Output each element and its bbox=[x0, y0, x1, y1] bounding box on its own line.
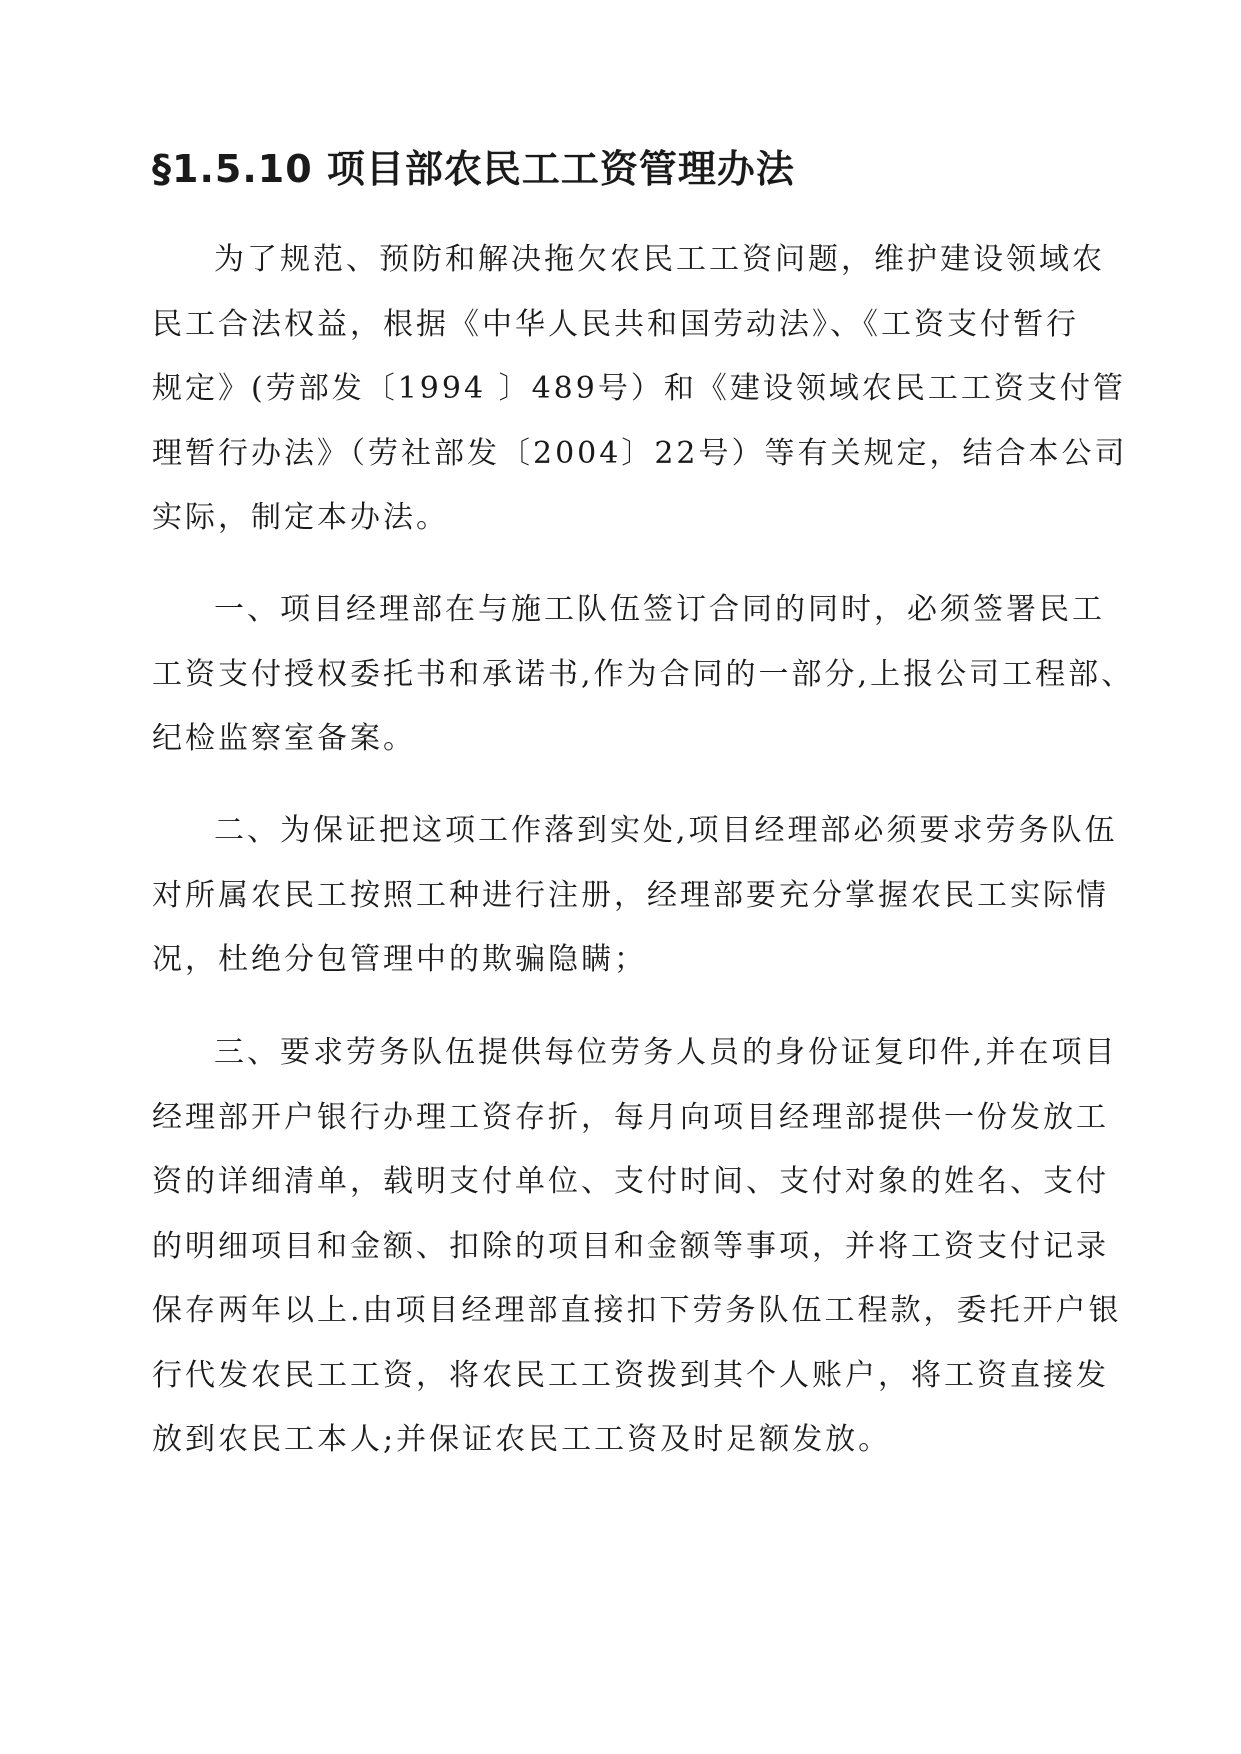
text-line: 对所属农民工按照工种进行注册，经理部要充分掌握农民工实际情 bbox=[152, 877, 1109, 913]
text-line: 行代发农民工工资，将农民工工资拨到其个人账户，将工资直接发 bbox=[152, 1357, 1109, 1393]
text-line: 为了规范、预防和解决拖欠农民工工资问题，维护建设领域农 bbox=[214, 242, 1105, 277]
text-line: 况，杜绝分包管理中的欺骗隐瞒； bbox=[152, 942, 647, 977]
text-line: 二、为保证把这项工作落到实处,项目经理部必须要求劳务队伍 bbox=[214, 813, 1118, 848]
text-line: 经理部开户银行办理工资存折，每月向项目经理部提供一份发放工 bbox=[152, 1099, 1109, 1135]
text-line: 纪检监察室备案。 bbox=[152, 721, 416, 756]
text-line: 放到农民工本人;并保证农民工工资及时足额发放。 bbox=[152, 1422, 892, 1457]
paragraph-clause-1 bbox=[152, 578, 1135, 772]
text-line: 民工合法权益，根据《中华人民共和国劳动法》、《工资支付暂行 bbox=[152, 306, 1079, 342]
text-line: 工资支付授权委托书和承诺书,作为合同的一部分,上报公司工程部、 bbox=[152, 656, 1135, 692]
text-line: 一、项目经理部在与施工队伍签订合同的同时，必须签署民工 bbox=[214, 592, 1105, 627]
text-line: 规定》(劳部发〔1994 〕489号）和《建设领域农民工工资支付管 bbox=[152, 371, 1126, 406]
text-line: 的明细项目和金额、扣除的项目和金额等事项，并将工资支付记录 bbox=[152, 1228, 1109, 1264]
text-line: 实际，制定本办法。 bbox=[152, 500, 449, 535]
paragraph-preamble bbox=[152, 228, 1128, 551]
text-line: 理暂行办法》（劳社部发〔2004〕22号）等有关规定，结合本公司 bbox=[152, 435, 1128, 471]
text-line: 保存两年以上.由项目经理部直接扣下劳务队伍工程款，委托开户银 bbox=[152, 1293, 1122, 1328]
text-line: 三、要求劳务队伍提供每位劳务人员的身份证复印件,并在项目 bbox=[214, 1035, 1118, 1070]
paragraph-clause-3 bbox=[152, 1021, 1122, 1473]
document-title: §1.5.10 项目部农民工工资管理办法 bbox=[152, 147, 795, 191]
paragraph-clause-2 bbox=[152, 799, 1118, 993]
text-line: 资的详细清单，载明支付单位、支付时间、支付对象的姓名、支付 bbox=[152, 1164, 1109, 1199]
